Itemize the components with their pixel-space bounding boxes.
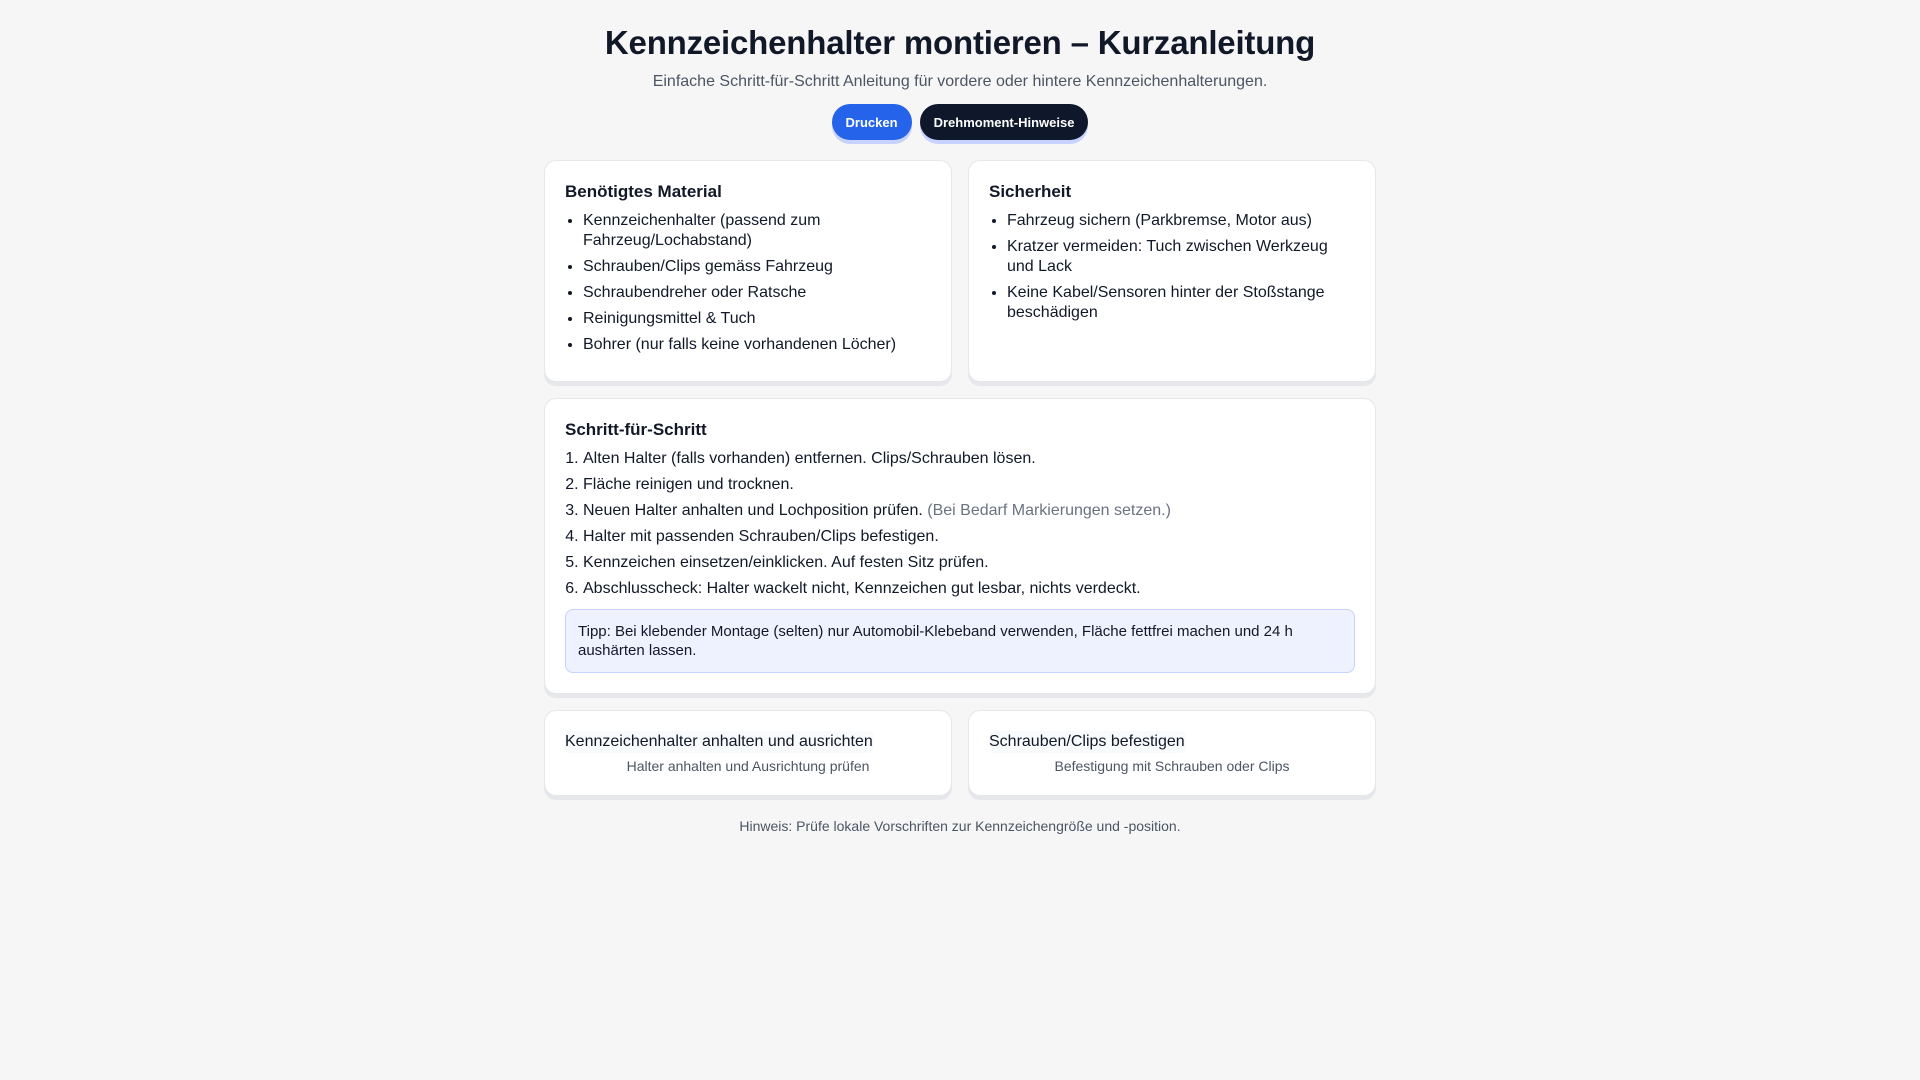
safety-list [989,211,1355,323]
list-item: • Fahrzeug sichern (Parkbremse, Motor aus) [1007,211,1355,231]
steps-card [544,398,1376,694]
list-item: • Schraubendreher oder Ratsche [583,283,931,303]
material-list [565,211,931,355]
list-item: • Reinigungsmittel & Tuch [583,309,931,329]
safety-title: Sicherheit [989,182,1072,201]
page [544,0,1376,834]
material-card [544,160,952,382]
safety-card [968,160,1376,382]
image-placeholder [989,731,1355,753]
step-item: 5. Kennzeichen einsetzen/einklicken. Auf festen Sitz prüfen. [583,553,1355,573]
image-caption: Befestigung mit Schrauben oder Clips [1054,758,1290,774]
list-item: • Bohrer (nur falls keine vorhandenen Löcher) [583,335,931,355]
print-button[interactable]: Drucken [832,104,912,140]
image-card [544,710,952,796]
list-item: • Schrauben/Clips gemäss Fahrzeug [583,257,931,277]
page-subtitle: Einfache Schritt-für-Schritt Anleitung für vordere oder hintere Kennzeichenhalterungen. [652,73,1268,90]
list-item: • Keine Kabel/Sensoren hinter der Stoßstange beschädigen [1007,283,1355,323]
list-item: • Kennzeichenhalter (passend zum Fahrzeug/Lochabstand) [583,211,931,251]
tip-box: Tipp: Bei klebender Montage (selten) nur Automobil-Klebeband verwenden, Fläche fettfrei machen und 24 h aushärten lassen. [565,609,1355,673]
info-grid [544,160,1376,382]
image-grid [544,710,1376,796]
image-card [968,710,1376,796]
image-caption: Halter anhalten und Ausrichtung prüfen [626,758,870,774]
step-item: 1. Alten Halter (falls vorhanden) entfernen. Clips/Schrauben lösen. [583,449,1355,469]
image-placeholder [565,731,931,753]
torque-notes-button[interactable]: Drehmoment-Hinweise [920,104,1089,140]
step-item: 6. Abschlusscheck: Halter wackelt nicht, Kennzeichen gut lesbar, nichts verdeckt. [583,579,1355,599]
page-title: Kennzeichenhalter montieren – Kurzanleitung [604,24,1316,61]
image-alt-text: Schrauben/Clips befestigen [989,731,1186,753]
image-alt-text: Kennzeichenhalter anhalten und ausrichten [565,731,874,753]
action-bar [544,104,1376,140]
step-note: (Bei Bedarf Markierungen setzen.) [927,502,1171,519]
list-item: • Kratzer vermeiden: Tuch zwischen Werkzeug und Lack [1007,237,1355,277]
steps-list [565,449,1355,599]
step-item: 2. Fläche reinigen und trocknen. [583,475,1355,495]
material-title: Benötigtes Material [565,182,722,201]
footer-note: Hinweis: Prüfe lokale Vorschriften zur Kennzeichengröße und -position. [739,818,1181,834]
page-header [544,22,1376,140]
steps-title: Schritt-für-Schritt [565,420,707,439]
step-item: 4. Halter mit passenden Schrauben/Clips befestigen. [583,527,1355,547]
step-item [583,501,1355,521]
step-text: Neuen Halter anhalten und Lochposition prüfen. [583,502,923,519]
